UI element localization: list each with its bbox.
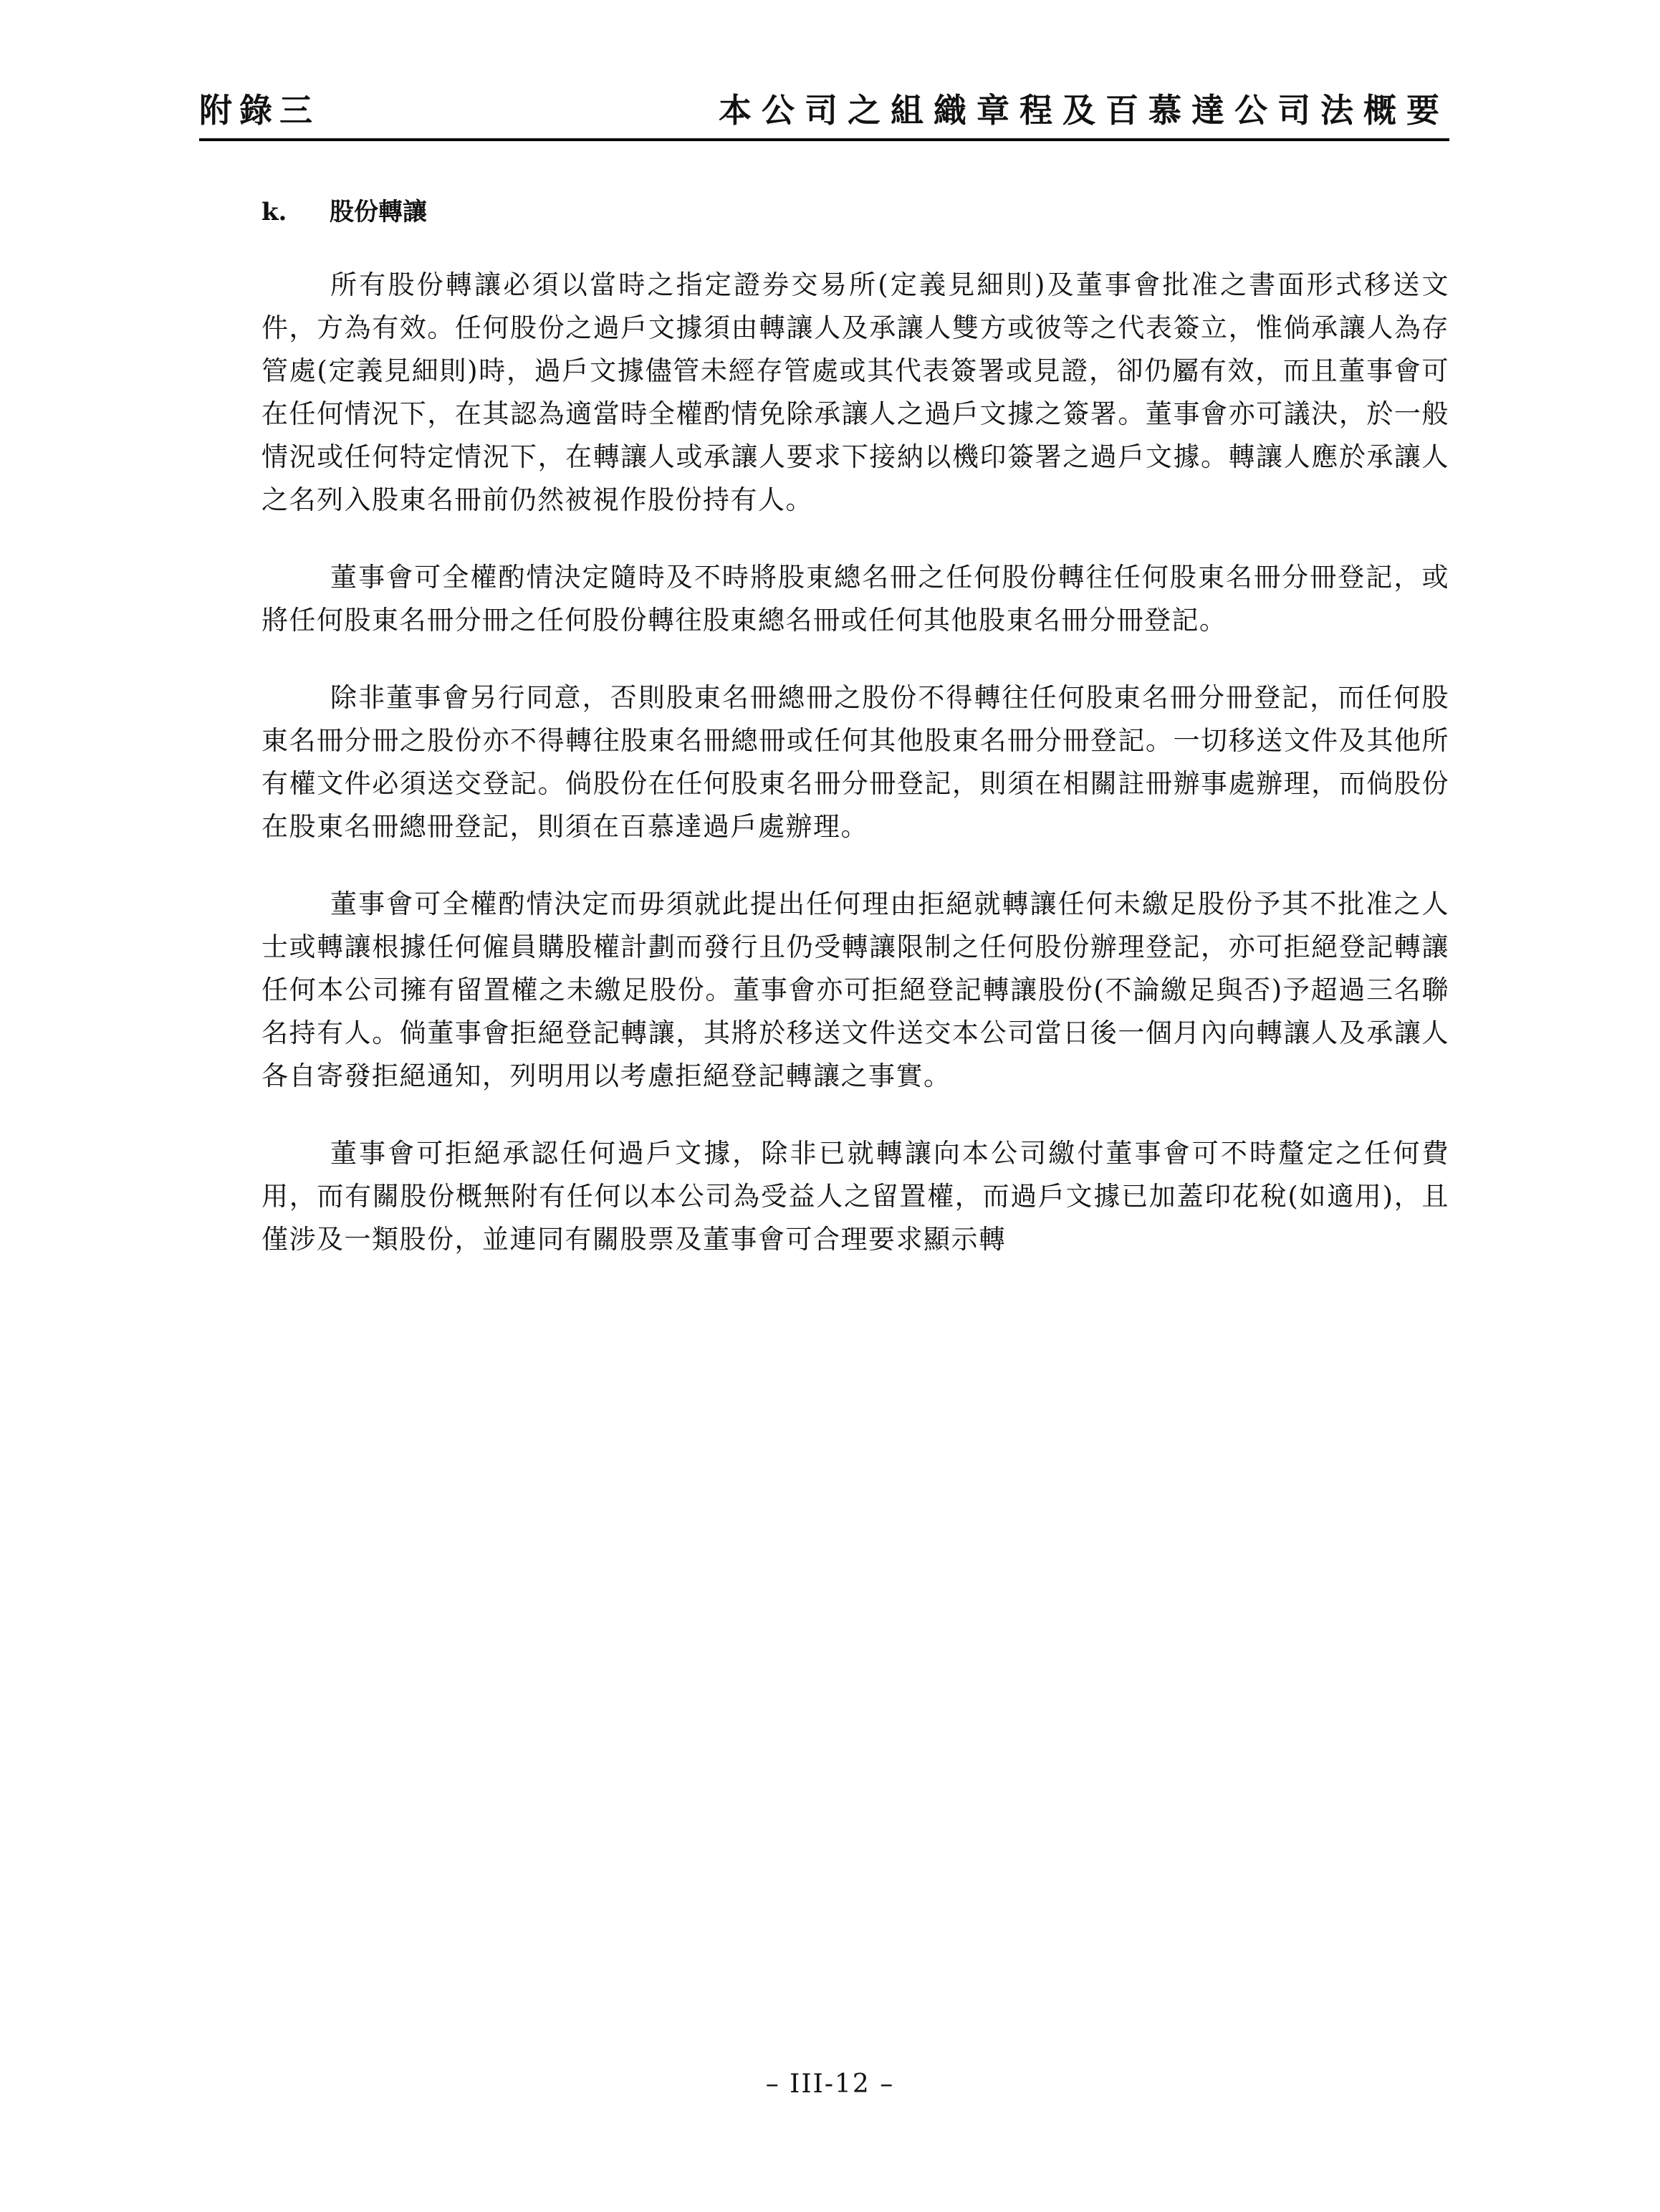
paragraph: 董事會可全權酌情決定而毋須就此提出任何理由拒絕就轉讓任何未繳足股份予其不批准之人士或轉讓根據任何僱員購股權計劃而發行且仍受轉讓限制之任何股份辦理登記，亦可拒絕登記轉讓任何本公司擁有留置權之未繳足股份。董事會亦可拒絕登記轉讓股份(不論繳足與否)予超過三名聯名持有人。倘董事會拒絕登記轉讓，其將於移送文件送交本公司當日後一個月內向轉讓人及承讓人各自寄發拒絕通知，列明用以考慮拒絕登記轉讓之事實。 [262, 889, 1449, 1091]
paragraph: 董事會可拒絕承認任何過戶文據，除非已就轉讓向本公司繳付董事會可不時釐定之任何費用，而有關股份概無附有任何以本公司為受益人之留置權，而過戶文據已加蓋印花稅(如適用)，且僅涉及一類股份，並連同有關股票及董事會可合理要求顯示轉 [262, 1138, 1449, 1255]
paragraph: 除非董事會另行同意，否則股東名冊總冊之股份不得轉往任何股東名冊分冊登記，而任何股東名冊分冊之股份亦不得轉往股東名冊總冊或任何其他股東名冊分冊登記。一切移送文件及其他所有權文件必須送交登記。倘股份在任何股東名冊分冊登記，則須在相關註冊辦事處辦理，而倘股份在股東名冊總冊登記，則須在百慕達過戶處辦理。 [262, 682, 1449, 842]
header-title: 本公司之組織章程及百慕達公司法概要 [719, 91, 1449, 130]
body-text [262, 264, 1449, 1296]
section-title: 股份轉讓 [330, 198, 427, 226]
page-header [199, 85, 1449, 142]
paragraph: 所有股份轉讓必須以當時之指定證券交易所(定義見細則)及董事會批准之書面形式移送文件，方為有效。任何股份之過戶文據須由轉讓人及承讓人雙方或彼等之代表簽立，惟倘承讓人為存管處(定義見細則)時，過戶文據儘管未經存管處或其代表簽署或見證，卻仍屬有效，而且董事會可在任何情況下，在其認為適當時全權酌情免除承讓人之過戶文據之簽署。董事會亦可議決，於一般情況或任何特定情況下，在轉讓人或承讓人要求下接納以機印簽署之過戶文據。轉讓人應於承讓人之名列入股東名冊前仍然被視作股份持有人。 [262, 269, 1449, 515]
appendix-label: 附錄三 [199, 91, 320, 130]
section-heading [262, 192, 427, 227]
header-divider [199, 138, 1449, 141]
page-number: – III-12 – [765, 2069, 895, 2099]
paragraph: 董事會可全權酌情決定隨時及不時將股東總名冊之任何股份轉往任何股東名冊分冊登記，或將任何股東名冊分冊之任何股份轉往股東總名冊或任何其他股東名冊分冊登記。 [262, 562, 1449, 636]
section-letter: k. [262, 198, 287, 226]
